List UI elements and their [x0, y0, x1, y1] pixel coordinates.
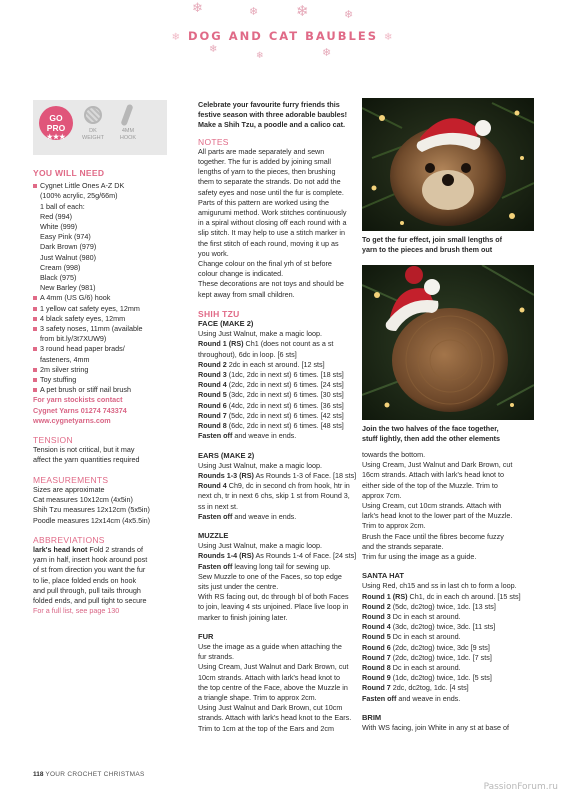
colour-item: Easy Pink (974)	[40, 232, 91, 242]
colour-item: Black (975)	[40, 273, 77, 283]
section-heading: NOTES	[198, 136, 229, 147]
section-heading: MEASUREMENTS	[33, 474, 109, 485]
subsection-heading: MUZZLE	[198, 530, 229, 540]
hook-size-label: 4MM HOOK	[119, 128, 137, 141]
list-item: Cygnet Little Ones A-Z DK	[33, 181, 183, 191]
yarn-ball-icon	[84, 106, 102, 124]
publication-name: YOUR CROCHET CHRISTMAS	[45, 771, 145, 778]
snowflake-icon: ❄	[296, 3, 309, 20]
list-item: 1 yellow cat safety eyes, 12mm	[33, 304, 183, 314]
page-footer	[33, 771, 145, 778]
photo-dog-bauble-face	[362, 265, 534, 420]
colour-item: White (999)	[40, 222, 78, 232]
snowflake-icon: ❄	[249, 6, 259, 18]
list-item: 4 black safety eyes, 12mm	[33, 314, 183, 324]
stockists-link[interactable]: www.cygnetyarns.com	[33, 415, 111, 425]
yarn-weight-label: DK WEIGHT	[82, 128, 104, 141]
subsection-heading: BRIM	[362, 712, 382, 722]
section-heading: SHIH TZU	[198, 308, 240, 319]
left-column: YOU WILL NEED Cygnet Little Ones A-Z DK (100% acrylic, 25g/66m) 1 ball of each: Red (994) White (999) Easy Pink (974) Dark Brown (979) Just Walnut (980) Cream (998) Black (975) New Barley (981) A 4mm (US G/6) hook 1 yellow cat safety eyes, 12mm 4 black safety eyes, 12mm 3 safety noses, 11mm (available from bit.ly/3t7XUW9) 3 round head paper brads/ fasteners, 4mm 2m silver string Toy stuffing A pet brush or stiff nail brush For yarn stockists contact Cygnet Yarns 01274 743374 www.cygnetyarns.com TENSION Tension is not critical, but it may affect the yarn quantities required MEASUREMENTS Sizes are approximate Cat measures 10x12cm (4x5in) Shih Tzu measures 12x12cm (5x5in) Poodle measures 12x14cm (4x5.5in) ABBREVIATIONS lark's head knot Fold 2 strands of yarn in half, insert hook around post of st from direction you want the fur to lie, place folded ends on hook and pull through, pull tails through folded ends, and pull tight to secure For a full list, see page 130	[33, 168, 183, 616]
list-item: Toy stuffing	[33, 375, 183, 385]
photo-caption: Join the two halves of the face together, stuff lightly, then add the other elements	[362, 424, 501, 444]
watermark: PassionForum.ru	[483, 782, 558, 792]
snowflake-icon: ❄	[256, 50, 264, 60]
colour-item: New Barley (981)	[40, 283, 96, 293]
section-heading: TENSION	[33, 435, 73, 446]
subsection-heading: FACE (MAKE 2)	[198, 319, 254, 329]
stockists-text: For yarn stockists contact	[33, 395, 123, 405]
middle-column: Celebrate your favourite furry friends this festive season with three adorable baubles! Make a Shih Tzu, a poodle and a calico cat. NOTES All parts are made separately and sewn together. The fur is added by joining small lengths of yarn to the pieces, then brushing them to separate the strands. Do not add the safety eyes and nose until the fur is complete. Parts of this pattern are worked using the amigurumi method. Work stitches continuously in a spiral without closing off each round with a slip stitch. It may help to use a stitch marker in the first stitch of each round, moving it up as you work. Change colour on the final yrh of st before colour change is indicated. These decorations are not toys and should be kept away from small children. SHIH TZU FACE (MAKE 2) Using Just Walnut, make a magic loop. Round 1 (RS) Ch1 (does not count as a st throughout), 6dc in loop. [6 sts] Round 2 2dc in each st around. [12 sts] Round 3 (1dc, 2dc in next st) 6 times. [18 sts] Round 4 (2dc, 2dc in next st) 6 times. [24 sts] Round 5 (3dc, 2dc in next st) 6 times. [30 sts] Round 6 (4dc, 2dc in next st) 6 times. [36 sts] Round 7 (5dc, 2dc in next st) 6 times. [42 sts] Round 8 (6dc, 2dc in next st) 6 times. [48 sts] Fasten off and weave in ends. EARS (MAKE 2) Using Just Walnut, make a magic loop. Rounds 1-3 (RS) As Rounds 1-3 of Face. [18 sts] Round 4 Ch9, dc in second ch from hook, htr in next ch, tr in next 6 chs, skip 1 st from Round 3, ss in next st. Fasten off and weave in ends. MUZZLE Using Just Walnut, make a magic loop. Rounds 1-4 (RS) As Rounds 1-4 of Face. [24 sts] Fasten off leaving long tail for sewing up. Sew Muzzle to one of the Faces, so top edge sits just under the centre. With RS facing out, dc through bl of both Faces to join, leaving 4 sts unjoined. Place live loop in marker to finish joining later. FUR Use the image as a guide when attaching the fur strands. Using Cream, Just Walnut and Dark Brown, cut 10cm strands. Attach with lark's head knot to the top centre of the Face, above the Muzzle in a triangle shape. Trim to approx 2cm. Using Just Walnut and Dark Brown, cut 10cm strands. Attach with lark's head knot to the Ears. Trim to 1cm at the top of the Ears and 2cm	[198, 100, 360, 734]
list-item: 3 round head paper brads/	[33, 344, 183, 354]
subsection-heading: FUR	[198, 631, 214, 641]
skill-badge: GO PRO ★★★	[39, 106, 73, 140]
colour-item: Red (994)	[40, 211, 72, 221]
page-number: 118	[33, 771, 44, 778]
page-title: ❄ DOG AND CAT BAUBLES ❄	[171, 29, 395, 43]
subsection-heading: SANTA HAT	[362, 571, 404, 581]
section-heading: YOU WILL NEED	[33, 168, 105, 178]
list-item: 2m silver string	[33, 365, 183, 375]
section-heading: ABBREVIATIONS	[33, 534, 105, 545]
full-list-link[interactable]: For a full list, see page 130	[33, 606, 120, 616]
intro-text: Celebrate your favourite furry friends this	[198, 100, 340, 109]
photo-caption: To get the fur effect, join small lengths of yarn to the pieces and brush them out	[362, 235, 503, 255]
snowflake-icon: ❄	[209, 44, 218, 55]
right-column: towards the bottom. Using Cream, Just Walnut and Dark Brown, cut 16cm strands. Attach with lark's head knot to either side of the top of the Muzzle. Trim to approx 7cm. Using Cream, cut 10cm strands. Attach with lark's head knot to the lower part of the Muzzle. Trim to approx 2cm. Brush the Face until the fibres become fuzzy and the strands separate. Trim fur using the image as a guide. SANTA HAT Using Red, ch15 and ss in last ch to form a loop. Round 1 (RS) Ch1, dc in each ch around. [15 sts] Round 2 (5dc, dc2tog) twice, 1dc. [13 sts] Round 3 Dc in each st around. Round 4 (3dc, dc2tog) twice, 3dc. [11 sts] Round 5 Dc in each st around. Round 6 (2dc, dc2tog) twice, 3dc [9 sts] Round 7 (2dc, dc2tog) twice, 1dc. [7 sts] Round 8 Dc in each st around. Round 9 (1dc, dc2tog) twice, 1dc. [5 sts] Round 7 2dc, dc2tog, 1dc. [4 sts] Fasten off and weave in ends. BRIM With WS facing, join White in any st at base of	[362, 450, 537, 733]
photo-dog-bauble-fur	[362, 98, 534, 231]
snowflake-icon: ❄	[192, 0, 203, 15]
colour-item: Just Walnut (980)	[40, 252, 97, 262]
subsection-heading: EARS (MAKE 2)	[198, 450, 255, 460]
list-item: A 4mm (US G/6) hook	[33, 293, 183, 303]
list-item: A pet brush or stiff nail brush	[33, 385, 183, 395]
colour-item: Cream (998)	[40, 262, 81, 272]
snowflake-icon: ❄	[344, 9, 354, 21]
snowflake-icon: ❄	[322, 47, 332, 59]
colour-item: Dark Brown (979)	[40, 242, 97, 252]
list-item: 3 safety noses, 11mm (available	[33, 324, 183, 334]
